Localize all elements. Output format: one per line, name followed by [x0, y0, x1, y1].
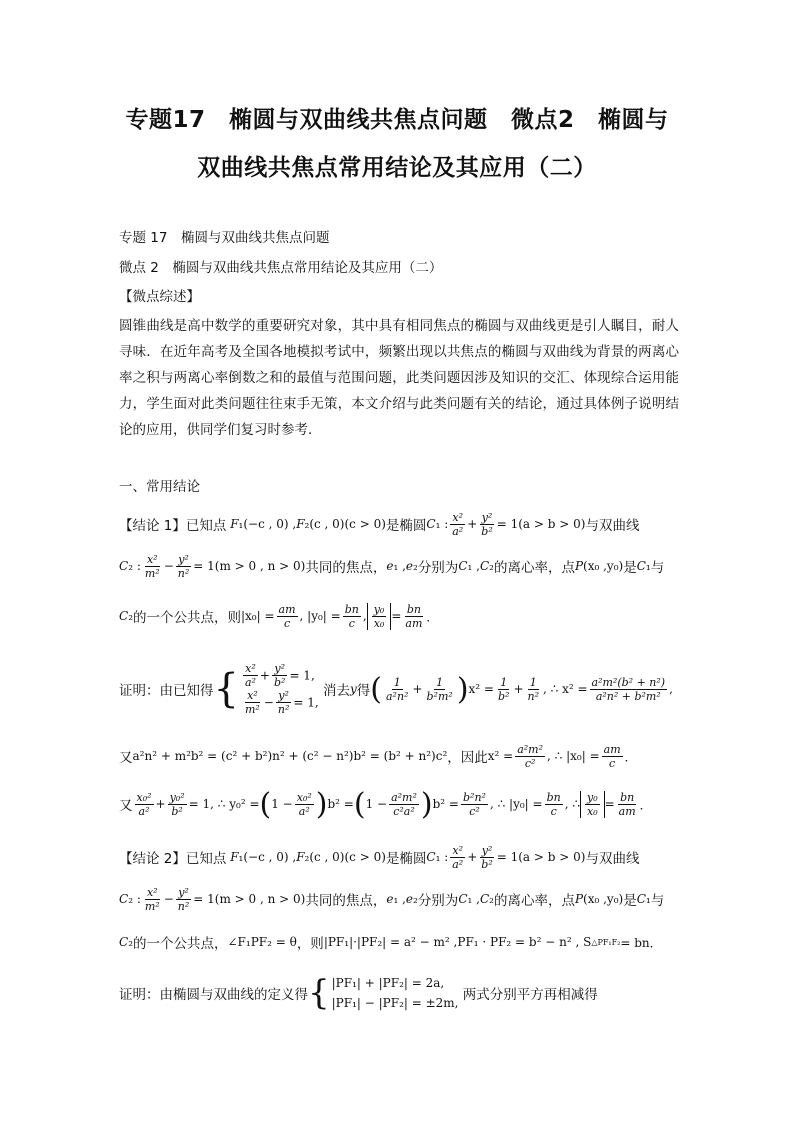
conclusion-1-line-2: C ₂ : $\frac{\text{x²}}{\text{m²}}$ − $\frac{\text{y²}}{\text{n²}}$ = 1(m > 0 , n > 0) 共同的焦点， e ₁ , e ₂ 分别为 C ₁ , C ₂ 的离心率，点 P (x₀ ,y₀) 是 C ₁ 与	[119, 552, 665, 580]
page-title	[60, 96, 734, 192]
topic-line: 专题 17 椭圆与双曲线共焦点问题	[119, 230, 330, 246]
title-line-2: 双曲线共焦点常用结论及其应用（二）	[197, 155, 597, 181]
summary-text: 圆锥曲线是高中数学的重要研究对象，其中具有相同焦点的椭圆与双曲线更是引人瞩目，耐人寻味．在近年高考及全国各地模拟考试中，频繁出现以共焦点的椭圆与双曲线为背景的两离心率之积与两离心率倒数之和的最值与范围问题，此类问题因涉及知识的交汇、体现综合运用能力，学生面对此类问题往往束手无策，本文介绍与此类问题有关的结论，通过具体例子说明结论的应用，供同学们复习时参考．	[119, 318, 679, 438]
conclusion-2-line-1: 【结论 2】 已知点 F ₁(−c , 0) , F ₂(c , 0)(c > 0) 是椭圆 C ₁ : $\frac{\text{x²}}{\text{a²}}$ + $\frac{\text{y²}}{\text{b²}}$ = 1(a > b > 0) 与双曲线	[119, 843, 640, 871]
proof-2-line-1: 证明：由椭圆与双曲线的定义得 { |PF₁| + |PF₂| = 2a, |PF₁| − |PF₂| = ±2m, 两式分别平方再相减得	[119, 973, 598, 1013]
proof-1-line-2: 又 a²n² + m²b² = (c² + b²)n² + (c² − n²)b² = (b² + n²)c² ，因此 x² = $\frac{\text{a²m²}}{\text{c²}}$ , ∴ |x₀| = $\frac{am}{c}$ ．	[119, 742, 637, 770]
conclusion-2-line-3: C ₂ 的一个公共点， ∠F₁PF₂ = θ ，则 |PF₁|·|PF₂| = a² − m² , PF₁ · PF₂ = b² − n² , S △PF₁F₂ = bn．	[119, 935, 662, 952]
title-line-1: 专题17 椭圆与双曲线共焦点问题 微点2 椭圆与	[125, 107, 669, 133]
conclusion-1-line-1: 【结论 1】 已知点 F ₁(−c , 0) , F ₂(c , 0)(c > 0) 是椭圆 C ₁ : $\frac{\text{x²}}{\text{a²}}$ + $\frac{\text{y²}}{\text{b²}}$ = 1(a > b > 0) 与双曲线	[119, 510, 640, 538]
point-line: 微点 2 椭圆与双曲线共焦点常用结论及其应用（二）	[119, 260, 443, 276]
conclusion-1-line-3: C ₂ 的一个公共点，则 |x₀| = $\frac{am}{c}$ , |y₀| = $\frac{bn}{c}$ , $\frac{\text{y₀}}{\text{x₀}}$ = $\frac{bn}{am}$ ．	[119, 602, 439, 630]
conclusion-2-line-2: C ₂ : $\frac{\text{x²}}{\text{m²}}$ − $\frac{\text{y²}}{\text{n²}}$ = 1(m > 0 , n > 0) 共同的焦点， e ₁ , e ₂ 分别为 C ₁ , C ₂ 的离心率，点 P (x₀ ,y₀) 是 C ₁ 与	[119, 885, 665, 913]
proof-1-line-3: 又 $\frac{\text{x₀²}}{\text{a²}}$ + $\frac{\text{y₀²}}{\text{b²}}$ = 1, ∴ y₀² = ( 1 − $\frac{\text{x₀²}}{\text{a²}}$ ) b² = ( 1 − $\frac{\text{a²m²}}{\text{c²a²}}$ ) b² = $\frac{\text{b²n²}}{\text{c²}}$ , ∴ |y₀| = $\frac{bn}{c}$ , ∴ $\frac{\text{y₀}}{\text{x₀}}$ = $\frac{bn}{am}$ ．	[119, 786, 652, 822]
summary-heading: 【微点综述】	[119, 289, 200, 305]
proof-1-line-1: 证明：由已知得 { $\frac{\text{x²}}{\text{a²}}$ + $\frac{\text{y²}}{\text{b²}}$ = 1, $\frac{\text{x²}}{\text{m²}}$ − $\frac{\text{y²}}{\text{n²}}$ = 1, 消去 y 得 ( $\frac{1}{\text{a²n²}}$ + $\frac{1}{\text{b²m²}}$ ) x² = $\frac{1}{\text{b²}}$ + $\frac{1}{\text{n²}}$ , ∴ x² = $\frac{\text{a²m²(b² + n²)}}{\text{a²n² + b²m²}}$ ,	[119, 662, 673, 716]
section-heading: 一、常用结论	[119, 479, 200, 495]
